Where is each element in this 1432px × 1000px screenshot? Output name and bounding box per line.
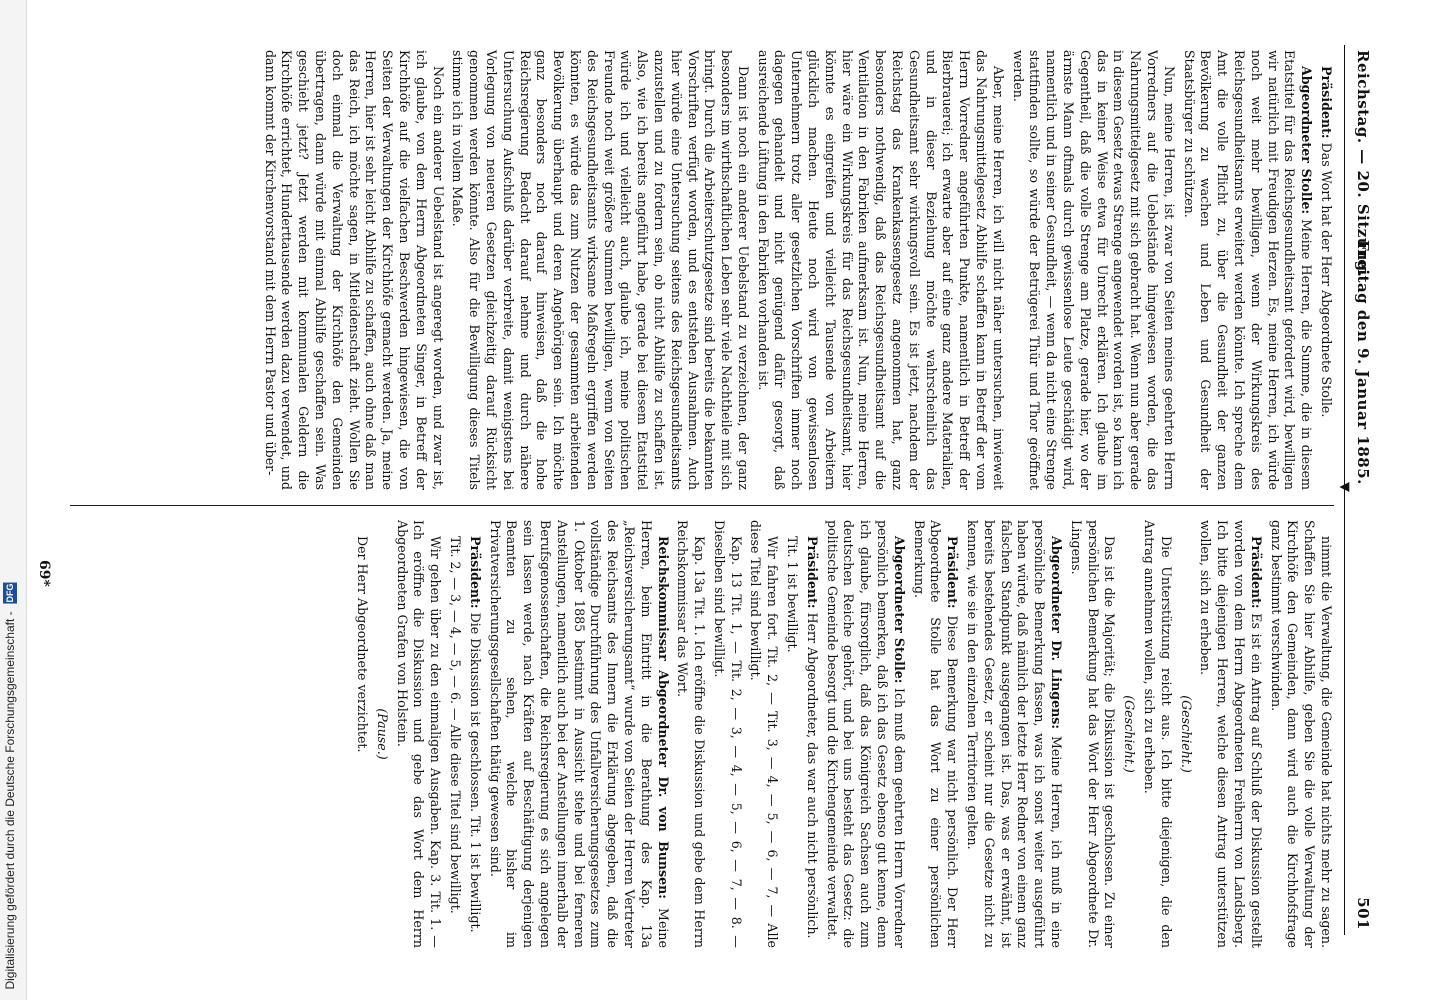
paragraph — [710, 520, 744, 948]
paragraph — [393, 520, 443, 948]
paragraph — [754, 50, 1006, 490]
paragraph-text: Meine Herren, beim Eintritt in die Berathung des Kap. 13a „Reichsversicherungsamt“ wurde von Seiten der Herren Vertreter des Reichsamts des Innern die Erklärung abgegeben, daß die vollständige Durchführung des Unfallversicherungsgesetzes zum 1. Oktober 1885 bestimmt in Aussicht stehe und bei ferneren Anstellungen, namentlich auch bei der Anstellungen innerhalb der Berufsgenossenschaften, die Reichsregierung es sich angelegen sein lassen werde, nach Kräften auf Beschäftigung derjenigen Beamten zu sehen, welche bisher im Privatversicherungsgesellschaften thätig gewesen sind. — [487, 520, 671, 948]
paragraph — [1197, 520, 1264, 948]
paragraph-text: Tit. 2, — 3, — 4, — 5, — 6. — Alle diese Titel sind bewilligt. — [447, 536, 463, 914]
paragraph-text: Die Unterstützung reicht aus. Ich bitte diejenigen, die den Antrag annehmen wollen, sich zu erheben. — [1142, 520, 1174, 948]
paragraph-text: Wir fahren fort. Tit. 2, — Tit. 3, — 4, — 5, — 6, — 7, — Alle diese Titel sind bewilligt. — [748, 520, 781, 948]
signature-mark: 69* — [36, 560, 52, 587]
fold-marker: ▼ — [1337, 482, 1352, 492]
dfg-logo: DFG — [5, 584, 15, 604]
paragraph-text: Tit. 1 ist bewilligt. — [785, 536, 801, 653]
header-date: Freitag den 9. Januar 1885. — [1354, 240, 1372, 485]
paragraph — [963, 520, 1064, 948]
paragraph-text: Nun, meine Herren, ist zwar von Seiten meines geehrten Herrn Vorredners auf die Uebelstände hingewiesen worden, die das Nahrungsmittelgesetz mit sich gebracht hat. Wenn nun aber gerade in diesem Gesetz etwas Strenge angewendet worden ist, so kann ich das in keiner Weise etwa für Unrecht erklären. Ich glaube im Gegentheil, daß die volle Strenge am Platze, gerade hier, wo der ärmste Mann oftmals durch gewissenlose Leute geschädigt wird, namentlich und in seiner Gesundheit, — wenn da nicht eine Strenge stattfinden sollte, so würde der Betrügerei Thür und Thor geöffnet werden. — [1010, 50, 1177, 490]
paragraph-text: Kap. 13a Tit. 1. Ich eröffne die Diskussion und gebe dem Herrn Reichskommissar das Wort. — [675, 520, 708, 948]
paragraph — [1009, 50, 1177, 490]
speaker-name: Präsident: — [467, 536, 483, 609]
digitization-text: Digitalisierung gefördert durch die Deutsche Forschungsgemeinschaft - — [3, 611, 17, 990]
paragraph-text: (Geschieht.) — [1178, 695, 1194, 773]
paragraph-text: Die Diskussion ist geschlossen. Tit. 1 ist bewilligt. — [467, 612, 483, 933]
paragraph-text: Das Wort hat der Herr Abgeordnete Stolle. — [1319, 142, 1334, 418]
column-divider — [70, 505, 1334, 506]
paragraph — [823, 520, 907, 948]
paragraph-text: Noch ein anderer Uebelstand ist angeregt worden, und zwar ist, ich glaube, von dem Herrn Abgeordneten Singer, in Betreff der Kirchhöfe auf die vielfachen Beschwerden hingewiesen, die von Seiten der Verwaltungen der Kirchhöfe gemacht werden. Ja, meine Herren, hier ist sehr leicht Abhilfe zu schaffen, auch ohne daß man das Reich, ich möchte sagen, in Mitleidenschaft zieht. Wollen Sie doch einmal die Verwaltung der Kirchhöfe den Gemeinden übertragen, dann würde mit einmal Abhilfe geschaffen sein. Was geschieht jetzt? Jetzt werden mit kommunalen Geldern die Kirchhöfe errichtet, Hunderttausende werden dazu verwendet, und dann kommt der Kirchenvorstand mit dem Herrn Pastor und über- — [262, 50, 446, 490]
speaker-name: Präsident: — [1319, 66, 1334, 139]
paragraph-text: Diese Bemerkung war nicht persönlich. Der Herr Abgeordnete Stolle hat das Wort zu einer persönlichen Bemerkung. — [911, 520, 961, 948]
right-column — [70, 520, 1334, 948]
paragraph — [466, 520, 483, 948]
paragraph — [1067, 520, 1117, 948]
paragraph-text: Wir gehen über zu den einmaligen Ausgaben. Kap. 3. Tit. 1. — Ich eröffne die Diskussion und gebe das Wort dem Herrn Abgeordneten Grafen von Holstein. — [394, 520, 444, 948]
speaker-name: Präsident: — [804, 536, 820, 609]
paragraph — [1120, 520, 1137, 948]
paragraph-text: Der Herr Abgeordnete verzichtet. — [354, 536, 370, 753]
paragraph — [449, 50, 751, 490]
page-header — [1350, 50, 1372, 930]
speaker-name: Abgeordneter Dr. Lingens: — [1049, 536, 1065, 729]
paragraph-text: Kap. 13 Tit. 1, — Tit. 2, — 3, — 4, — 5, — 6, — 7, — 8. — Dieselben sind bewilligt. — [711, 520, 744, 948]
paragraph — [1180, 50, 1314, 490]
paragraph-text: Dann ist noch ein anderer Uebelstand zu verzeichnen, der ganz besonders im wirthschaftlichen Leben sehr viele Nachtheile mit sich bringt. Durch die Arbeiterschutzgesetze sind bereits die bekannten Vorschriften verfügt worden, und es entstehen Ausnahmen. Auch hier würde eine Untersuchung seitens des Reichsgesundheitsamts anzustellen und zu fordern sein, ob nicht Abhilfe zu schaffen ist. Also, wie ich bereits angeführt habe, gerade bei diesem Etatstitel würde ich und vielleicht auch, glaube ich, meine politischen Freunde noch weit größere Summen bewilligen, wenn von Seiten des Reichsgesundheitsamts wirksame Maßregeln ergriffen werden könnten, es würde das zum Nutzen der gesammten arbeitenden Bevölkerung überhaupt und deren Angehörigen sein. Ich möchte ganz besonders noch darauf hinweisen, daß die hohe Reichsregierung Bedacht darauf nehme und durch nähere Untersuchung Aufschluß darüber verbreite, damit wenigstens bei Vorlegung von neueren Gesetzen gleichzeitig darauf Rücksicht genommen werden könnte. Also für die Bewilligung dieses Titels stimme ich in vollem Maße. — [450, 50, 751, 490]
paragraph — [1140, 520, 1174, 948]
paragraph-text: (Pause.) — [374, 708, 390, 760]
paragraph — [910, 520, 960, 948]
paragraph-text: Meine Herren, ich muß in eine persönliche Bemerkung fassen, was ich sonst weiter ausgeführt haben würde, daß nämlich der letzte Herr Redner von einem ganz falschen Standpunkt ausgegangen ist. Das, was er erwähnt, ist bereits bestehendes Gesetz, er scheint nur die Gesetze nicht zu kennen, wie sie in den einzelnen Territorien gelten. — [965, 520, 1065, 948]
paragraph — [1267, 520, 1334, 948]
speaker-name: Reichskommissar Abgeordneter Dr. von Bunsen: — [655, 536, 671, 899]
paragraph — [747, 520, 781, 948]
speaker-name: Präsident: — [945, 536, 961, 609]
paragraph — [803, 520, 820, 948]
paragraph-text: Aber, meine Herren, ich will nicht näher untersuchen, inwieweit das Nahrungsmittelgesetz Abhilfe schaffen kann in Betreff der vom Herrn Vorredner angeführten Punkte, namentlich in Betreff der Bierbrauerei; ich erwarte aber auf eine ganz andere Materialien, und in dieser Beziehung möchte wahrscheinlich das Gesundheitsamt sehr wirkungsvoll sein. Es ist jetzt, nachdem der Reichstag das Krankenkassengesetz angenommen hat, ganz besonders nothwendig, daß das Reichsgesundheitsamt auf die Ventilation in den Fabriken aufmerksam ist. Nun, meine Herren, hier wäre ein Wirkungskreis für das Reichsgesundheitsamt, hier könnte es eingreifen und vielleicht Tausende von Arbeitern glücklich machen. Heute noch wird von gewissenlosen Unternehmern trotz aller gesetzlichen Vorschriften immer noch dagegen gehandelt und nicht genügend dafür gesorgt, daß ausreichende Lüftung in den Fabriken vorhanden ist. — [755, 50, 1006, 490]
speaker-name: Abgeordneter Stolle: — [891, 536, 907, 684]
paragraph — [373, 520, 390, 948]
page-number: 501 — [1354, 897, 1372, 930]
paragraph-text: Meine Herren, die Summe, die in diesem Etatstitel für das Reichsgesundheitsamt gefordert wird, bewilligen wir natürlich mit Freudigen Herzen. Es, meine Herren, ich würde noch weit mehr bewilligen, wenn der Wirkungskreis des Reichsgesundheitsamts erweitert werden könnte. Ich spreche dem Amt die volle Pflicht zu, über die Gesundheit der ganzen Bevölkerung zu wachen und Leben und Gesundheit der Staatsbürger zu schützen. — [1181, 50, 1315, 490]
paragraph-text: Herr Abgeordneter, das war auch nicht persönlich. — [804, 612, 820, 939]
left-column — [70, 50, 1334, 490]
paragraph-text: Es ist ein Antrag auf Schluß der Diskussion gestellt worden von dem Herrn Abgeordneten Freiherrn von Landsberg. Ich bitte diejenigen Herren, welche diesen Antrag unterstützen wollen, sich zu erheben. — [1198, 520, 1264, 948]
speaker-name: Abgeordneter Stolle: — [1299, 66, 1315, 215]
speaker-name: Präsident: — [1248, 536, 1264, 609]
paragraph-text: Ich muß dem geehrten Herrn Vorredner persönlich bemerken, daß ich das Gesetz ebenso gut kenne, denn ich glaube, fürsorglich, daß das Königreich Sachsen auch zum deutschen Reiche gehört, und bei uns besteht das Gesetz: die politische Gemeinde besorgt und die Kirchengemeinde verwaltet. — [824, 520, 907, 948]
paragraph — [446, 520, 463, 948]
paragraph — [1177, 520, 1194, 948]
header-session: Reichstag. — 20. Sitzung. — [1354, 50, 1372, 278]
paragraph-text: (Geschieht.) — [1122, 695, 1138, 773]
paragraph — [674, 520, 708, 948]
paragraph — [1317, 50, 1334, 490]
paragraph — [783, 520, 800, 948]
paragraph-text: Das ist die Majorität; die Diskussion ist geschlossen. Zu einer persönlichen Bemerkung hat das Wort der Herr Abgeordnete Dr. Lingens. — [1068, 520, 1118, 948]
paragraph — [261, 50, 446, 490]
paragraph-text: nimmt die Verwaltung, die Gemeinde hat nichts mehr zu sagen. Schaffen Sie hier Abhilfe, geben Sie die volle Verwaltung der Kirchhöfe den Gemeinden, dann wird auch die Kirchhofsfrage ganz bestimmt verschwinden. — [1268, 520, 1334, 948]
paragraph — [486, 520, 671, 948]
paragraph — [353, 520, 370, 948]
